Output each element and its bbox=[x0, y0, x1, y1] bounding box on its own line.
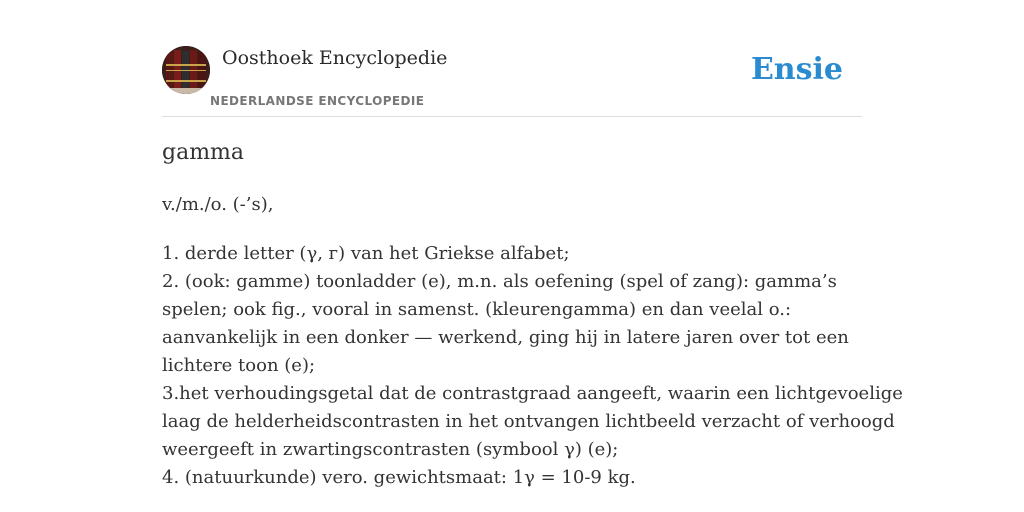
definition-line: spelen; ook fig., vooral in samenst. (kleurengamma) en dan veelal o.: bbox=[162, 299, 792, 320]
site-title[interactable]: Oosthoek Encyclopedie bbox=[222, 47, 448, 69]
entry-title: gamma bbox=[162, 140, 245, 165]
definition-line: laag de helderheidscontrasten in het ontvangen lichtbeeld verzacht of verhoogd bbox=[162, 411, 895, 432]
entry-definitions bbox=[162, 240, 903, 492]
definition-line: 2. (ook: gamme) toonladder (e), m.n. als oefening (spel of zang): gamma’s bbox=[162, 271, 837, 292]
definition-line: aanvankelijk in een donker — werkend, ging hij in latere jaren over tot een bbox=[162, 327, 849, 348]
definition-line: 4. (natuurkunde) vero. gewichtsmaat: 1γ = 10-9 kg. bbox=[162, 467, 636, 488]
site-header bbox=[162, 46, 862, 117]
definition-line: 1. derde letter (γ, г) van het Griekse alfabet; bbox=[162, 243, 570, 264]
entry-grammar: v./m./o. (-’s), bbox=[162, 194, 274, 215]
site-subtitle: NEDERLANDSE ENCYCLOPEDIE bbox=[210, 94, 425, 108]
encyclopedia-books-icon[interactable] bbox=[162, 46, 210, 94]
definition-line: lichtere toon (e); bbox=[162, 355, 316, 376]
definition-line: weergeeft in zwartingscontrasten (symbool γ) (e); bbox=[162, 439, 619, 460]
ensie-brand-link[interactable]: Ensie bbox=[750, 52, 843, 87]
definition-line: 3.het verhoudingsgetal dat de contrastgraad aangeeft, waarin een lichtgevoelige bbox=[162, 383, 903, 404]
